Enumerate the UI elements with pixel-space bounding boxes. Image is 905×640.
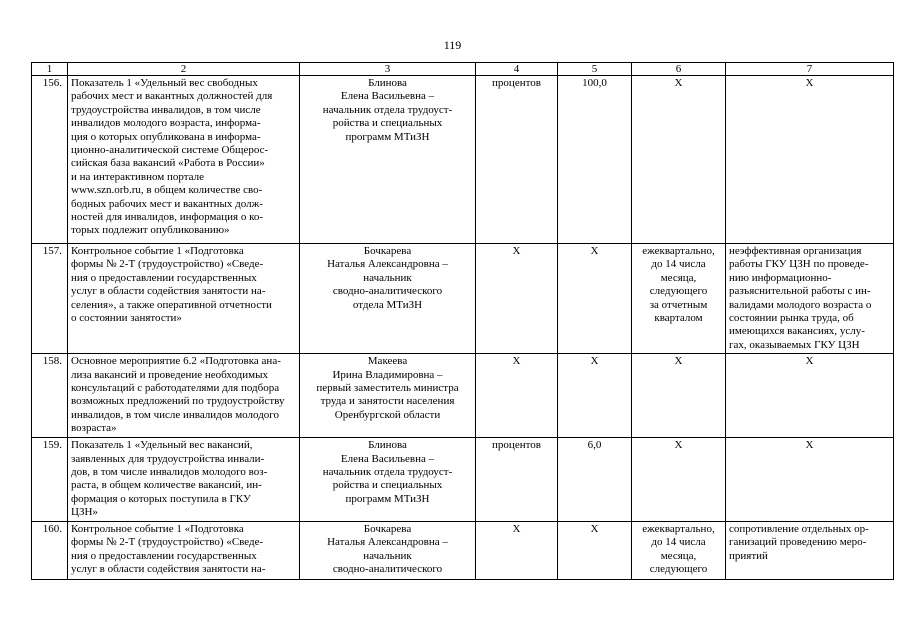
value-cell: 100,0 — [558, 76, 632, 244]
responsible-cell — [300, 438, 476, 521]
unit-cell: процентов — [476, 76, 558, 244]
desc-line: Показатель 1 «Удельный вес свободных — [71, 77, 258, 89]
desc-line: формация о которых поступила в ГКУ — [71, 492, 251, 505]
desc-line: ностей для инвалидов, информация о ко- — [71, 211, 264, 224]
risk-line: приятий — [729, 549, 768, 562]
desc-line: услуг в области содействия занятости на- — [71, 562, 266, 575]
desc-line: сийская база вакансий «Работа в России» — [71, 157, 265, 170]
responsible-cell — [300, 521, 476, 579]
resp-line: ройства и специальных — [332, 117, 443, 130]
resp-line: начальник — [363, 549, 412, 562]
value-cell: Х — [558, 244, 632, 354]
desc-line: Основное мероприятие 6.2 «Подготовка ана- — [71, 355, 281, 368]
value-cell: Х — [558, 354, 632, 438]
desc-line: Контрольное событие 1 «Подготовка — [71, 522, 244, 535]
risk-line: неэффективная организация — [729, 245, 862, 257]
column-header: 1 — [32, 63, 68, 76]
desc-line: формы № 2-Т (трудоустройство) «Сведе- — [71, 258, 264, 271]
risk-cell — [726, 354, 894, 438]
desc-line: торых подлежит опубликованию» — [71, 224, 230, 237]
page-number: 119 — [443, 38, 462, 52]
resp-line: сводно-аналитического — [332, 285, 443, 298]
deadline-line: Х — [674, 77, 683, 89]
resp-line: ройства и специальных — [332, 479, 443, 492]
resp-line: первый заместитель министра — [316, 382, 459, 395]
risk-line: гах, оказываемых ГКУ ЦЗН — [729, 338, 860, 351]
desc-line: дов, в том числе инвалидов молодого воз- — [71, 466, 268, 479]
row-number: 158. — [32, 354, 68, 438]
deadline-line: кварталом — [654, 312, 703, 325]
resp-line: Блинова — [368, 439, 407, 452]
table-row — [32, 76, 894, 244]
deadline-line: за отчетным — [649, 298, 708, 311]
risk-line: разъяснительной работы с ин- — [729, 285, 871, 298]
desc-line: www.szn.orb.ru, в общем количестве сво- — [71, 184, 263, 197]
unit-cell: Х — [476, 354, 558, 438]
risk-line: имеющихся вакансиях, услу- — [729, 325, 865, 338]
plan-table — [31, 62, 894, 580]
resp-line: Бочкарева — [363, 245, 412, 257]
desc-line: трудоустройства инвалидов, в том числе — [71, 103, 261, 116]
description-cell — [68, 438, 300, 521]
desc-line: инвалидов, в том числе инвалидов молодого — [71, 408, 280, 421]
column-header: 5 — [558, 63, 632, 76]
resp-line: труда и занятости населения — [320, 395, 455, 408]
deadline-line: Х — [674, 355, 683, 368]
desc-line: рабочих мест и вакантных должностей для — [71, 90, 273, 103]
column-header: 4 — [476, 63, 558, 76]
desc-line: о состоянии занятости» — [71, 312, 182, 325]
table-row — [32, 521, 894, 579]
table-row — [32, 354, 894, 438]
resp-line: начальник — [363, 271, 412, 284]
table-body — [32, 63, 894, 580]
resp-line: программ МТиЗН — [345, 492, 430, 505]
responsible-cell — [300, 244, 476, 354]
responsible-cell — [300, 354, 476, 438]
risk-cell — [726, 244, 894, 354]
row-number: 160. — [32, 521, 68, 579]
desc-line: ционно-аналитической системе Общерос- — [71, 144, 269, 157]
desc-line: ния о предоставлении государственных — [71, 549, 257, 562]
deadline-line: следующего — [649, 562, 708, 575]
column-header: 6 — [632, 63, 726, 76]
row-number: 156. — [32, 76, 68, 244]
risk-line: работы ГКУ ЦЗН по проведе- — [729, 258, 869, 271]
desc-line: ЦЗН» — [71, 506, 98, 519]
unit-cell: Х — [476, 244, 558, 354]
risk-line: ганизаций проведению меро- — [729, 536, 867, 549]
resp-line: Ирина Владимировна – — [332, 368, 443, 381]
resp-line: начальник отдела трудоуст- — [322, 466, 453, 479]
value-cell: Х — [558, 521, 632, 579]
risk-line: состоянии рынка труда, об — [729, 312, 854, 325]
unit-cell: Х — [476, 521, 558, 579]
desc-line: Показатель 1 «Удельный вес вакансий, — [71, 439, 253, 452]
table-row — [32, 438, 894, 521]
risk-line: Х — [805, 355, 814, 368]
description-cell — [68, 244, 300, 354]
deadline-cell — [632, 354, 726, 438]
resp-line: Елена Васильевна – — [340, 90, 435, 103]
desc-line: услуг в области содействия занятости на- — [71, 285, 266, 298]
resp-line: Блинова — [368, 77, 407, 89]
description-cell — [68, 521, 300, 579]
table-row — [32, 244, 894, 354]
desc-line: бодных рабочих мест и вакантных долж- — [71, 197, 263, 210]
resp-line: сводно-аналитического — [332, 562, 443, 575]
desc-line: и на интерактивном портале — [71, 170, 205, 183]
deadline-cell — [632, 438, 726, 521]
column-number-row — [32, 63, 894, 76]
deadline-line: месяца, — [660, 271, 697, 284]
column-header: 3 — [300, 63, 476, 76]
desc-line: селения», а также оперативной отчетности — [71, 298, 272, 311]
deadline-line: месяца, — [660, 549, 697, 562]
desc-line: возраста» — [71, 422, 117, 435]
resp-line: Бочкарева — [363, 522, 412, 535]
row-number: 159. — [32, 438, 68, 521]
desc-line: формы № 2-Т (трудоустройство) «Сведе- — [71, 536, 264, 549]
desc-line: раста, в общем количестве вакансий, ин- — [71, 479, 262, 492]
description-cell — [68, 76, 300, 244]
deadline-line: следующего — [649, 285, 708, 298]
resp-line: программ МТиЗН — [345, 130, 430, 143]
risk-line: Х — [805, 77, 814, 89]
column-header: 2 — [68, 63, 300, 76]
resp-line: Наталья Александровна – — [327, 258, 448, 271]
deadline-line: до 14 числа — [651, 258, 706, 271]
deadline-line: ежеквартально, — [642, 522, 715, 535]
risk-cell — [726, 76, 894, 244]
desc-line: инвалидов молодого возраста, информа- — [71, 117, 261, 130]
deadline-line: до 14 числа — [651, 536, 706, 549]
risk-line: сопротивление отдельных ор- — [729, 522, 869, 535]
desc-line: ция о которых опубликована в информа- — [71, 130, 261, 143]
risk-line: Х — [805, 439, 814, 452]
deadline-line: ежеквартально, — [642, 245, 715, 257]
deadline-line: Х — [674, 439, 683, 452]
resp-line: начальник отдела трудоуст- — [322, 103, 453, 116]
column-header: 7 — [726, 63, 894, 76]
deadline-cell — [632, 521, 726, 579]
risk-cell — [726, 521, 894, 579]
value-cell: 6,0 — [558, 438, 632, 521]
resp-line: Оренбургской области — [334, 408, 441, 421]
desc-line: лиза вакансий и проведение необходимых — [71, 368, 268, 381]
desc-line: заявленных для трудоустройства инвали- — [71, 452, 265, 465]
deadline-cell — [632, 244, 726, 354]
risk-cell — [726, 438, 894, 521]
resp-line: Макеева — [367, 355, 408, 368]
row-number: 157. — [32, 244, 68, 354]
description-cell — [68, 354, 300, 438]
desc-line: возможных предложений по трудоустройству — [71, 395, 285, 408]
desc-line: ния о предоставлении государственных — [71, 271, 257, 284]
risk-line: валидами молодого возраста о — [729, 298, 872, 311]
risk-line: нию информационно- — [729, 271, 832, 284]
resp-line: отдела МТиЗН — [352, 298, 423, 311]
unit-cell: процентов — [476, 438, 558, 521]
desc-line: консультаций с работодателями для подбора — [71, 382, 280, 395]
deadline-cell — [632, 76, 726, 244]
resp-line: Елена Васильевна – — [340, 452, 435, 465]
responsible-cell — [300, 76, 476, 244]
resp-line: Наталья Александровна – — [327, 536, 448, 549]
desc-line: Контрольное событие 1 «Подготовка — [71, 245, 244, 257]
